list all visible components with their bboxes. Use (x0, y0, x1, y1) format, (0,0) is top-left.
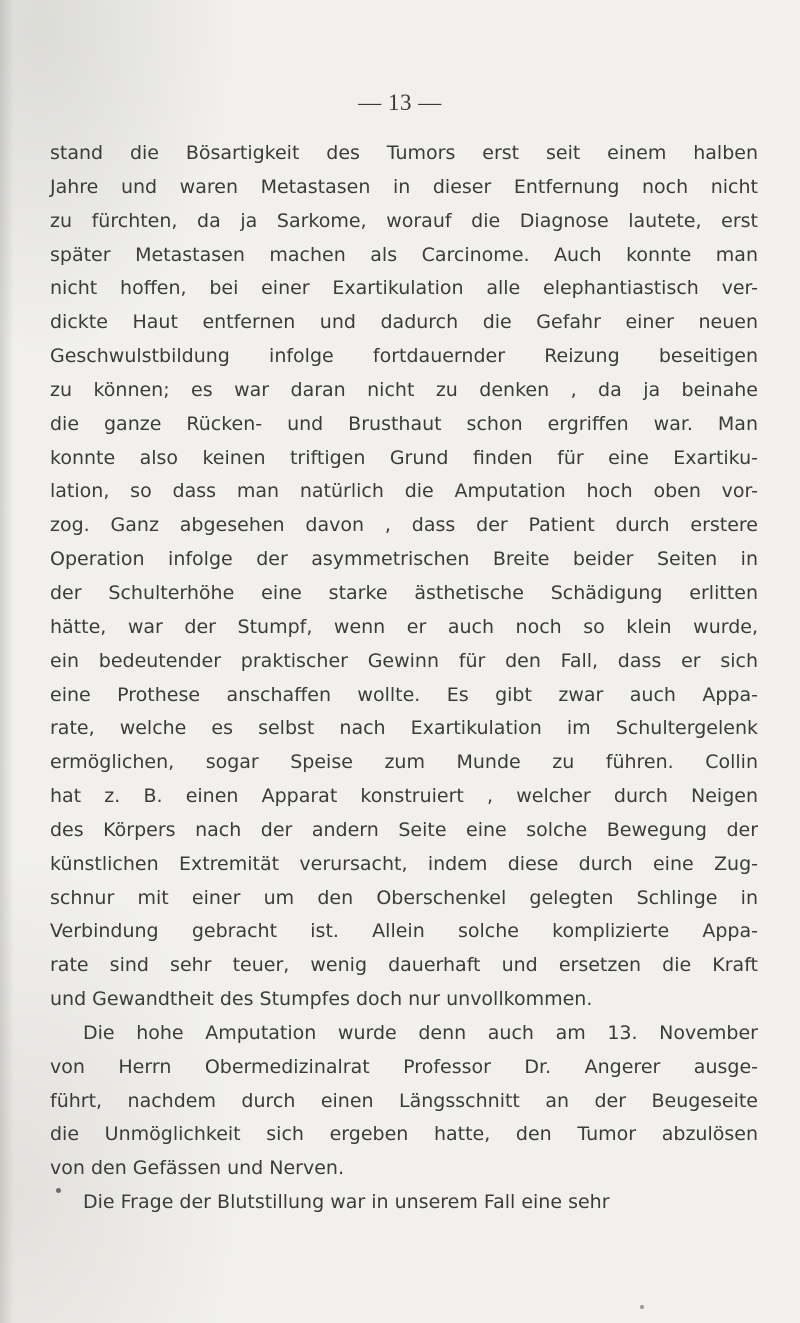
text-line: von den Gefässen und Nerven. (50, 1157, 345, 1180)
text-line: Verbindung gebracht ist. Allein solche komplizierte Appa- (50, 920, 758, 943)
text-line: die ganze Rücken- und Brusthaut schon ergriffen war. Man (50, 412, 758, 435)
text-line: rate, welche es selbst nach Exartikulation im Schultergelenk (50, 717, 758, 740)
text-line: und Gewandtheit des Stumpfes doch nur unvollkommen. (50, 988, 593, 1011)
text-line: eine Prothese anschaffen wollte. Es gibt zwar auch Appa- (50, 683, 758, 706)
text-line: später Metastasen machen als Carcinome. Auch konnte man (50, 243, 758, 266)
text-line: zog. Ganz abgesehen davon , dass der Patient durch erstere (50, 514, 758, 537)
text-line: zu fürchten, da ja Sarkome, worauf die Diagnose lautete, erst (50, 209, 758, 232)
body-text (50, 137, 758, 1220)
text-line: zu können; es war daran nicht zu denken , da ja beinahe (50, 378, 758, 401)
text-line: Die hohe Amputation wurde denn auch am 13. November (83, 1021, 758, 1044)
text-line: dickte Haut entfernen und dadurch die Gefahr einer neuen (50, 311, 758, 334)
text-line: führt, nachdem durch einen Längsschnitt an der Beugeseite (50, 1089, 758, 1112)
text-line: rate sind sehr teuer, wenig dauerhaft und ersetzen die Kraft (50, 954, 758, 977)
text-line: Geschwulstbildung infolge fortdauernder Reizung beseitigen (50, 345, 758, 368)
text-line: Jahre und waren Metastasen in dieser Entfernung noch nicht (50, 175, 758, 198)
text-line: von Herrn Obermedizinalrat Professor Dr. Angerer ausge- (50, 1055, 758, 1078)
text-line: hat z. B. einen Apparat konstruiert , welcher durch Neigen (50, 785, 758, 808)
text-line: künstlichen Extremität verursacht, indem diese durch eine Zug- (50, 852, 758, 875)
text-line: der Schulterhöhe eine starke ästhetische Schädigung erlitten (50, 581, 758, 604)
text-line: lation, so dass man natürlich die Amputation hoch oben vor- (50, 480, 758, 503)
text-line: schnur mit einer um den Oberschenkel gelegten Schlinge in (50, 886, 758, 909)
text-line: hätte, war der Stumpf, wenn er auch noch so klein wurde, (50, 615, 758, 638)
ink-speck (56, 1188, 61, 1193)
text-line: Die Frage der Blutstillung war in unserem Fall eine sehr (83, 1191, 610, 1214)
text-line: ermöglichen, sogar Speise zum Munde zu führen. Collin (50, 751, 758, 774)
text-line: konnte also keinen triftigen Grund finden für eine Exartiku- (50, 446, 758, 469)
ink-speck (640, 1305, 644, 1309)
text-line: die Unmöglichkeit sich ergeben hatte, den Tumor abzulösen (50, 1123, 758, 1146)
text-line: des Körpers nach der andern Seite eine solche Bewegung der (50, 818, 758, 841)
book-gutter-shadow (0, 0, 14, 1323)
text-line: stand die Bösartigkeit des Tumors erst seit einem halben (50, 142, 758, 164)
text-line: ein bedeutender praktischer Gewinn für den Fall, dass er sich (50, 649, 758, 672)
page-number: — 13 — (358, 90, 442, 115)
text-line: Operation infolge der asymmetrischen Breite beider Seiten in (50, 548, 758, 571)
text-line: nicht hoffen, bei einer Exartikulation alle elephantiastisch ver- (50, 277, 758, 300)
